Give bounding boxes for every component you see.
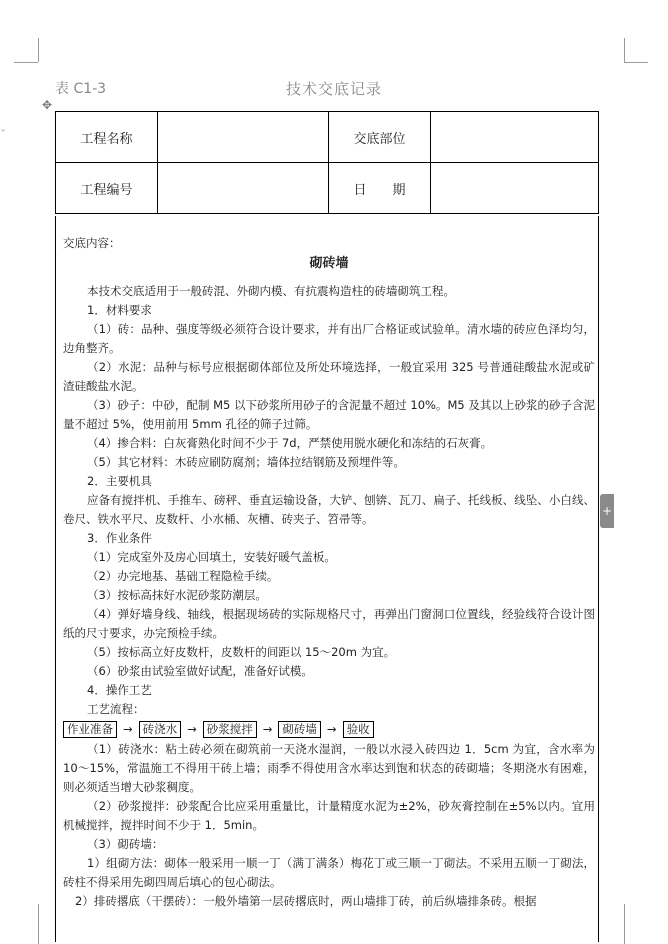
location-value[interactable] bbox=[431, 112, 599, 163]
paragraph: （2）办完地基、基础工程隐检手续。 bbox=[87, 569, 279, 583]
paragraph: （6）砂浆由试验室做好试配，准备好试模。 bbox=[87, 664, 313, 678]
flow-step: 砖浇水 bbox=[139, 721, 182, 738]
margin-tick: ˇ bbox=[0, 128, 6, 142]
date-value[interactable] bbox=[431, 163, 599, 214]
project-name-label: 工程名称 bbox=[56, 112, 158, 163]
paragraph: 应备有搅拌机、手推车、磅秤、垂直运输设备，大铲、刨锛、瓦刀、扁子、托线板、线坠、小白线、卷尺、铁水平尺、皮数杆、小水桶、灰槽、砖夹子、笤帚等。 bbox=[63, 493, 595, 526]
flow-step: 砌砖墙 bbox=[278, 721, 321, 738]
crop-mark bbox=[38, 38, 39, 62]
paragraph: （2）水泥：品种与标号应根据砌体部位及所处环境选择，一般宜采用 325 号普通硅酸盐水泥或矿渣硅酸盐水泥。 bbox=[63, 360, 595, 393]
project-no-label: 工程编号 bbox=[56, 163, 158, 214]
section-heading: 3．作业条件 bbox=[87, 531, 152, 545]
content-area[interactable] bbox=[55, 216, 599, 942]
paragraph: （2）砂浆搅拌：砂浆配合比应采用重量比，计量精度水泥为±2%，砂灰膏控制在±5%以内。宜用机械搅拌，搅拌时间不少于 1．5min。 bbox=[63, 799, 595, 832]
paragraph: （5）按标高立好皮数杆，皮数杆的间距以 15～20m 为宜。 bbox=[87, 645, 396, 659]
form-number: 表 C1-3 bbox=[55, 81, 107, 97]
flow-step: 作业准备 bbox=[63, 721, 117, 738]
paragraph: （3）砂子：中砂，配制 M5 以下砂浆所用砂子的含泥量不超过 10%。M5 及其以上砂浆的砂子含泥量不超过 5%，使用前用 5mm 孔径的筛子过筛。 bbox=[63, 398, 595, 431]
process-flow bbox=[63, 720, 595, 739]
crop-mark bbox=[14, 62, 38, 63]
paragraph: 1）组砌方法：砌体一般采用一顺一丁（满丁满条）梅花丁或三顺一丁砌法。不采用五顺一丁砌法，砖柱不得采用先砌四周后填心的包心砌法。 bbox=[63, 856, 595, 889]
paragraph: （1）砖：品种、强度等级必须符合设计要求，并有出厂合格证或试验单。清水墙的砖应色泽均匀，边角整齐。 bbox=[63, 322, 595, 355]
crop-mark bbox=[624, 904, 625, 944]
section-heading: 4．操作工艺 bbox=[87, 683, 152, 697]
paragraph: （5）其它材料：木砖应刷防腐剂；墙体拉结钢筋及预埋件等。 bbox=[87, 455, 405, 469]
crop-mark bbox=[38, 904, 39, 944]
paragraph: 2）排砖撂底（干摆砖）：一般外墙第一层砖撂底时，两山墙排丁砖，前后纵墙排条砖。根据 bbox=[75, 894, 537, 908]
document-title: 砌砖墙 bbox=[309, 256, 349, 271]
flow-step: 砂浆搅拌 bbox=[203, 721, 257, 738]
section-heading: 1．材料要求 bbox=[87, 303, 152, 317]
paragraph: （4）掺合料：白灰膏熟化时间不少于 7d，严禁使用脱水硬化和冻结的石灰膏。 bbox=[87, 436, 493, 450]
paragraph: 本技术交底适用于一般砖混、外砌内模、有抗震构造柱的砖墙砌筑工程。 bbox=[87, 284, 455, 298]
content-label: 交底内容： bbox=[63, 236, 121, 250]
arrow-right-icon: → bbox=[187, 722, 197, 736]
paragraph: （3）按标高抹好水泥砂浆防潮层。 bbox=[87, 588, 267, 602]
date-label: 日 期 bbox=[329, 163, 431, 214]
crop-mark bbox=[624, 38, 625, 62]
paragraph: （3）砌砖墙： bbox=[87, 837, 164, 851]
table-move-handle-icon[interactable]: ✥ bbox=[41, 98, 53, 112]
arrow-right-icon: → bbox=[326, 722, 337, 736]
project-name-value[interactable] bbox=[158, 112, 329, 163]
expand-panel-icon[interactable]: + bbox=[600, 494, 614, 528]
flow-step: 验收 bbox=[343, 721, 374, 738]
section-heading: 2．主要机具 bbox=[87, 474, 152, 488]
arrow-right-icon: → bbox=[123, 722, 133, 736]
paragraph: （1）完成室外及房心回填土，安装好暖气盖板。 bbox=[87, 550, 336, 564]
project-no-value[interactable] bbox=[158, 163, 329, 214]
arrow-right-icon: → bbox=[262, 722, 273, 736]
process-label: 工艺流程： bbox=[87, 702, 145, 716]
location-label: 交底部位 bbox=[329, 112, 431, 163]
paragraph: （1）砖浇水：粘土砖必须在砌筑前一天浇水湿润，一般以水浸入砖四边 1．5cm 为宜，含水率为 10～15%，常温施工不得用干砖上墙；雨季不得使用含水率达到饱和状态的砖砌墙；冬期浇水有困难，则必须适当增大砂浆稠度。 bbox=[63, 742, 595, 794]
paragraph: （4）弹好墙身线、轴线，根据现场砖的实际规格尺寸，再弹出门窗洞口位置线，经验线符合设计图纸的尺寸要求，办完预检手续。 bbox=[63, 607, 595, 640]
header-table bbox=[55, 111, 599, 214]
page-title: 技术交底记录 bbox=[285, 80, 382, 98]
crop-mark bbox=[624, 62, 648, 63]
